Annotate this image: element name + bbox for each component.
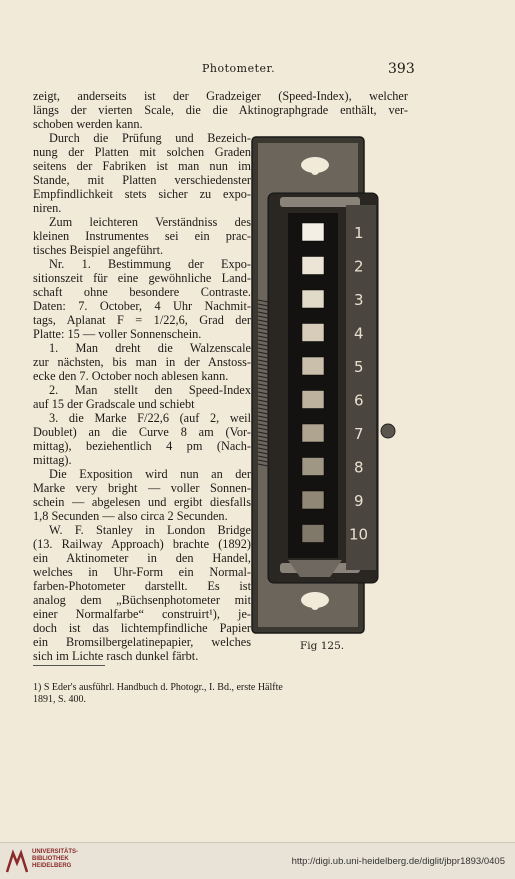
text-line: auf 15 der Gradscale und schiebt <box>33 397 195 411</box>
text-line: doch ist das lichtempfindliche Papier <box>33 621 251 635</box>
text-line: kleinen Instrumentes sei ein prac- <box>33 229 251 243</box>
text-line: ecke den 7. October noch ablesen kann. <box>33 369 229 383</box>
text-line: welches in Uhr-Form ein Normal- <box>33 565 251 579</box>
footnote-line-1: 1) S Eder's ausführl. Handbuch d. Photogr., I. Bd., erste Hälfte <box>33 682 283 693</box>
gray-step-square <box>302 357 324 375</box>
gray-step-square <box>302 324 324 342</box>
gray-step-square <box>302 424 324 442</box>
text-line: Nr. 1. Bestimmung der Expo- <box>49 257 251 271</box>
scale-number: 8 <box>354 458 364 477</box>
text-line: Zum leichteren Verständniss des <box>49 215 251 229</box>
text-line: 2. Man stellt den Speed-Index <box>49 383 251 397</box>
text-line: (13. Railway Approach) brachte (1892) <box>33 537 251 551</box>
library-name: UNIVERSITÄTS- BIBLIOTHEK HEIDELBERG <box>32 849 79 869</box>
text-line: tags, Aplanat F = 1/22,6, Grad der <box>33 313 251 327</box>
text-line: zeigt, anderseits ist der Gradzeiger (Speed-Index), welcher <box>33 89 408 103</box>
gray-step-square <box>302 525 324 543</box>
text-line: Platte: 15 — voller Sonnenschein. <box>33 327 202 341</box>
text-line: Stande, mit Platten verschiedenster <box>33 173 251 187</box>
text-line: W. F. Stanley in London Bridge <box>49 523 251 537</box>
text-line: mittag). <box>33 453 72 467</box>
scale-number: 3 <box>354 291 364 309</box>
text-line: zur nächsten, bis man in der Anstoss- <box>33 355 251 369</box>
text-line: ein Bromsilbergelatinepapier, welches <box>33 635 251 649</box>
text-line: längs der vierten Scale, die die Aktinographgrade enthält, ver- <box>33 103 408 117</box>
scale-number: 2 <box>354 257 364 276</box>
page-number: 393 <box>388 61 415 77</box>
gray-step-square <box>302 391 324 409</box>
scale-number: 1 <box>354 224 364 242</box>
footnote-rule <box>33 665 105 666</box>
text-line: sich im Lichte rasch dunkel färbt. <box>33 649 199 663</box>
text-line: 1. Man dreht die Walzenscale <box>49 341 251 355</box>
text-line: einer Normalfarbe“ construirt¹), je- <box>33 607 251 621</box>
photometer-figure <box>250 135 400 635</box>
scale-number: 10 <box>349 525 369 544</box>
text-line: Marke very bright — voller Sonnen- <box>33 481 251 495</box>
text-line: ein Aktinometer in den Handel, <box>33 551 251 565</box>
university-logo-icon <box>4 849 30 875</box>
text-line: schaft ohne besondere Contraste. <box>33 285 251 299</box>
scale-number: 9 <box>354 492 364 510</box>
text-line: mittag), beziehentlich 4 pm (Nach- <box>33 439 251 453</box>
text-line: Empfindlichkeit stets sicher zu expo- <box>33 187 251 201</box>
text-line: Durch die Prüfung und Bezeich- <box>49 131 251 145</box>
gray-step-square <box>302 257 324 275</box>
text-line: farben-Photometer darstellt. Es ist <box>33 579 251 593</box>
text-line: schein — abgelesen und ergibt diesfalls <box>33 495 251 509</box>
figure-caption: Fig 125. <box>300 640 345 652</box>
scale-number: 4 <box>354 324 364 343</box>
text-line: nung der Platten mit solchen Graden <box>33 145 251 159</box>
text-line: sitionszeit für eine gewöhnliche Land- <box>33 271 251 285</box>
text-line: analog dem „Büchsenphotometer mit <box>33 593 251 607</box>
scale-number: 7 <box>354 425 364 443</box>
text-line: 1,8 Secunden — also circa 2 Secunden. <box>33 509 228 523</box>
text-line: niren. <box>33 201 62 215</box>
text-line: tisches Beispiel angeführt. <box>33 243 164 257</box>
gray-step-square <box>302 223 324 241</box>
running-head <box>0 62 515 82</box>
scale-number: 6 <box>354 391 364 410</box>
text-line: Doublet) an die Curve 8 am (Vor- <box>33 425 251 439</box>
text-line: Die Exposition wird nun an der <box>49 467 251 481</box>
gray-step-square <box>302 290 324 308</box>
library-footer <box>0 842 515 879</box>
running-head-title: Photometer. <box>202 62 276 75</box>
text-line: schoben werden kann. <box>33 117 143 131</box>
text-line: Daten: 7. October, 4 Uhr Nachmit- <box>33 299 251 313</box>
footnote-line-2: 1891, S. 400. <box>33 694 87 705</box>
text-line: seitens der Fabriken ist man nun im <box>33 159 251 173</box>
permalink-url[interactable]: http://digi.ub.uni-heidelberg.de/diglit/jbpr1893/0405 <box>291 856 505 867</box>
gray-step-square <box>302 491 324 509</box>
text-line: 3. die Marke F/22,6 (auf 2, weil <box>49 411 251 425</box>
scale-number: 5 <box>354 358 364 376</box>
gray-step-square <box>302 458 324 476</box>
